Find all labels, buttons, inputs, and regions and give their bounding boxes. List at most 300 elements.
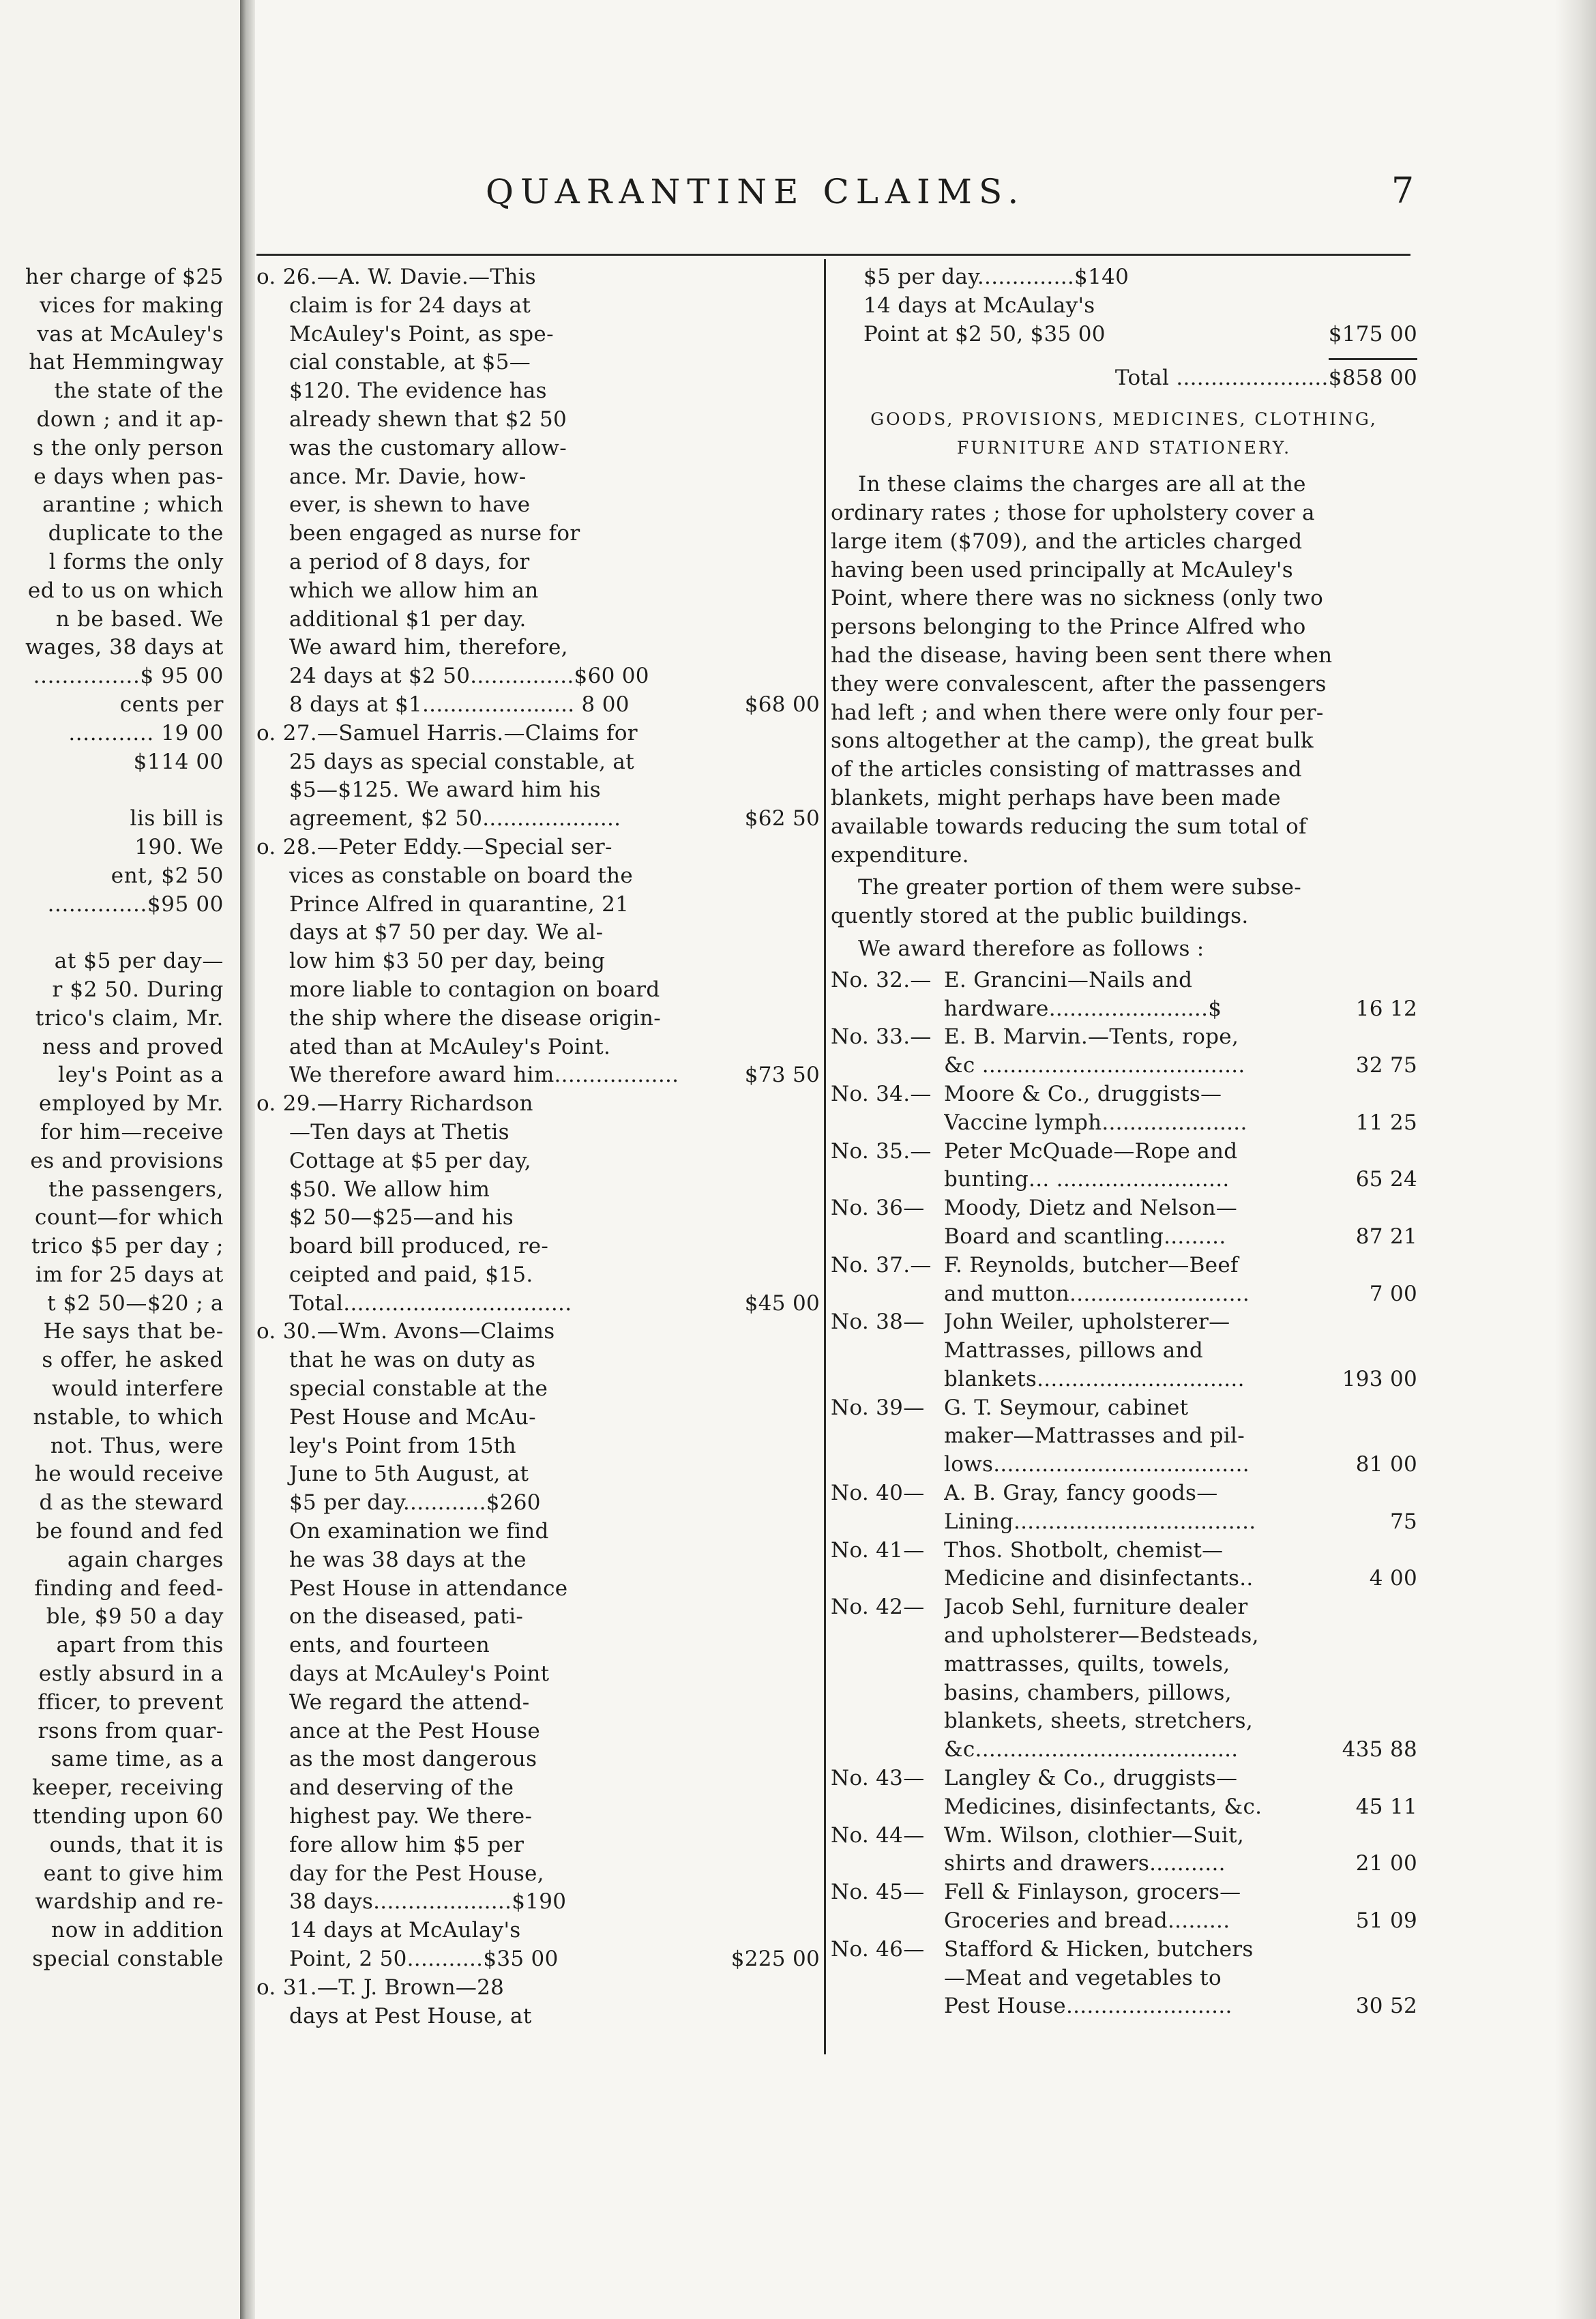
item-spacer — [831, 1337, 944, 1365]
text-line: ttending upon 60 — [33, 1804, 224, 1829]
text-line: same time, as a — [50, 1747, 224, 1772]
item-description: E. B. Marvin.—Tents, rope, — [944, 1024, 1239, 1050]
claim-text: Cottage at $5 per day, — [289, 1148, 531, 1173]
claim-line — [256, 2003, 820, 2031]
claim-text: been engaged as nurse for — [289, 521, 580, 546]
claim-text: June to 5th August, at — [289, 1462, 529, 1487]
item-number: No. 36— — [831, 1196, 925, 1221]
claim-text: agreement, $2 50.................... — [289, 806, 621, 831]
claim-text: on the diseased, pati- — [289, 1604, 524, 1629]
item-amount-empty — [1308, 1308, 1417, 1337]
item-description: lows..................................... — [944, 1452, 1250, 1477]
claim-text: more liable to contagion on board — [289, 977, 660, 1002]
item-description: Vaccine lymph..................... — [944, 1110, 1247, 1135]
item-description: maker—Mattrasses and pil- — [944, 1423, 1245, 1449]
text-line: trico's claim, Mr. — [35, 1005, 224, 1031]
claim-text: the ship where the disease origin- — [289, 1005, 661, 1031]
item-description: basins, chambers, pillows, — [944, 1680, 1232, 1705]
claim-text: highest pay. We there- — [289, 1804, 533, 1829]
item-amount: 4 00 — [1369, 1566, 1417, 1591]
claim-text: —Ten days at Thetis — [289, 1119, 509, 1144]
claim-line — [256, 1033, 820, 1062]
item-description: blankets.............................. — [944, 1366, 1245, 1391]
claim-line — [256, 1460, 820, 1489]
text-line: ble, $9 50 a day — [46, 1604, 224, 1629]
text-line: finding and feed- — [34, 1576, 224, 1601]
claim-line — [256, 491, 820, 520]
award-item-line — [831, 1451, 1417, 1479]
claim-line — [256, 1717, 820, 1746]
claim-text: vices as constable on board the — [289, 863, 633, 888]
text-line: ness and proved — [42, 1034, 224, 1059]
grand-total: Total ......................$858 00 — [1114, 366, 1417, 391]
item-description: F. Reynolds, butcher—Beef — [944, 1252, 1239, 1277]
claim-text: o. 29.—Harry Richardson — [256, 1091, 533, 1117]
item-description: —Meat and vegetables to — [944, 1965, 1222, 1990]
claim-line — [256, 1803, 820, 1831]
item-number: No. 43— — [831, 1766, 925, 1791]
item-spacer — [831, 1651, 944, 1679]
text-line: apart from this — [56, 1633, 224, 1658]
award-item-line — [831, 1964, 1417, 1993]
right-column — [831, 263, 1417, 2021]
award-item-line — [831, 1764, 1417, 1793]
claim-line — [256, 1860, 820, 1889]
text-line: he would receive — [34, 1462, 224, 1487]
award-item-line — [831, 1109, 1417, 1138]
award-item-line — [831, 1194, 1417, 1223]
claim-text: which we allow him an — [289, 578, 539, 603]
item-description: mattrasses, quilts, towels, — [944, 1651, 1230, 1677]
claim-line — [256, 1404, 820, 1432]
claim-text: a period of 8 days, for — [289, 549, 530, 574]
text-line: would interfere — [51, 1376, 224, 1402]
section-subheading: FURNITURE AND STATIONERY. — [956, 438, 1292, 458]
text-line: the state of the — [54, 379, 224, 404]
claim-text: Pest House in attendance — [289, 1576, 568, 1601]
item-spacer — [831, 1622, 944, 1651]
text-line: wardship and re- — [35, 1889, 224, 1915]
claim-text: that he was on duty as — [289, 1348, 536, 1373]
text-line: ...............$ 95 00 — [33, 664, 224, 689]
item-number: No. 39— — [831, 1395, 925, 1420]
left-page-text — [0, 263, 224, 1974]
text-line: l forms the only — [48, 549, 224, 574]
paragraph-line: available towards reducing the sum total of — [831, 814, 1307, 839]
award-item-line — [831, 1593, 1417, 1622]
text-line: es and provisions — [30, 1148, 224, 1173]
claim-text: days at McAuley's Point — [289, 1661, 550, 1687]
text-line: fficer, to prevent — [38, 1689, 224, 1715]
claim-text: 25 days as special constable, at — [289, 749, 634, 774]
claim-line — [256, 947, 820, 976]
claim-text: 38 days....................$190 — [289, 1889, 567, 1915]
item-amount-empty — [1308, 1679, 1417, 1708]
claim-line — [256, 891, 820, 919]
item-number: No. 41— — [831, 1537, 925, 1563]
claim-amount: $45 00 — [744, 1290, 820, 1316]
claim-line — [256, 1204, 820, 1232]
item-amount: 21 00 — [1355, 1851, 1417, 1876]
item-spacer — [831, 1451, 944, 1479]
award-item-line — [831, 1365, 1417, 1394]
claim-line — [256, 321, 820, 349]
item-amount-empty — [1308, 1080, 1417, 1109]
claim-line — [256, 263, 820, 292]
text-line: vices for making — [40, 293, 224, 318]
award-item-line — [831, 995, 1417, 1024]
text-line: eant to give him — [43, 1861, 224, 1886]
award-item-line — [831, 1166, 1417, 1194]
claim-text: o. 28.—Peter Eddy.—Special ser- — [256, 834, 612, 859]
claim-text: ance. Mr. Davie, how- — [289, 464, 527, 489]
text-line: t $2 50—$20 ; a — [47, 1290, 224, 1316]
award-item-line — [831, 1793, 1417, 1822]
claim-text: o. 31.—T. J. Brown—28 — [256, 1975, 505, 2000]
award-item-line — [831, 1992, 1417, 2021]
claim-text: o. 27.—Samuel Harris.—Claims for — [256, 720, 638, 745]
item-amount-empty — [1308, 1936, 1417, 1964]
item-spacer — [831, 1992, 944, 2021]
claim-text: board bill produced, re- — [289, 1234, 549, 1259]
text-line: special constable — [32, 1947, 224, 1972]
text-line: wages, 38 days at — [25, 635, 224, 660]
text-line: d as the steward — [39, 1490, 224, 1516]
item-description: and mutton.......................... — [944, 1281, 1250, 1306]
claim-line — [256, 1631, 820, 1660]
item-number: No. 32.— — [831, 967, 932, 992]
item-description: G. T. Seymour, cabinet — [944, 1395, 1189, 1420]
paragraph-line: ordinary rates ; those for upholstery cover a — [831, 500, 1315, 525]
running-head: QUARANTINE CLAIMS. — [486, 172, 1026, 211]
claim-line — [256, 1518, 820, 1546]
claim-line — [256, 1546, 820, 1575]
claim-line — [831, 263, 1417, 292]
text-line — [0, 776, 224, 805]
claim-text: fore allow him $5 per — [289, 1832, 524, 1857]
item-spacer — [831, 1223, 944, 1252]
continued-claim — [831, 263, 1417, 349]
item-description: Moore & Co., druggists— — [944, 1081, 1222, 1106]
claim-line — [256, 634, 820, 662]
item-description: Thos. Shotbolt, chemist— — [944, 1537, 1224, 1563]
claim-line — [831, 321, 1417, 349]
item-amount-empty — [1308, 1651, 1417, 1679]
item-amount-empty — [1308, 1822, 1417, 1850]
claim-line — [256, 548, 820, 577]
claim-text: low him $3 50 per day, being — [289, 949, 606, 974]
text-line: 190. We — [134, 834, 224, 859]
item-number: No. 44— — [831, 1822, 925, 1848]
award-item-line — [831, 1138, 1417, 1166]
claim-text: ance at the Pest House — [289, 1718, 540, 1743]
item-description: blankets, sheets, stretchers, — [944, 1709, 1253, 1734]
middle-column — [256, 263, 820, 2030]
award-item-line — [831, 1822, 1417, 1850]
text-line: lis bill is — [130, 806, 224, 831]
claim-line — [256, 748, 820, 777]
item-number: No. 35.— — [831, 1138, 932, 1164]
claim-line — [256, 776, 820, 805]
claim-line — [256, 1119, 820, 1147]
claim-line — [831, 292, 1417, 321]
item-amount-empty — [1308, 1537, 1417, 1565]
item-amount-empty — [1308, 1707, 1417, 1736]
claim-text: already shewn that $2 50 — [289, 407, 567, 432]
column-rule — [824, 259, 826, 2054]
text-line: again charges — [67, 1547, 224, 1572]
item-description: Medicine and disinfectants.. — [944, 1566, 1254, 1591]
claim-text: $2 50—$25—and his — [289, 1205, 514, 1230]
paragraph-line: quently stored at the public buildings. — [831, 904, 1249, 929]
item-spacer — [831, 1052, 944, 1080]
text-line: vas at McAuley's — [37, 321, 224, 346]
claim-text: $5 per day............$260 — [289, 1490, 541, 1516]
claim-text: ever, is shewn to have — [289, 492, 531, 518]
claim-text: as the most dangerous — [289, 1747, 537, 1772]
award-item-line — [831, 1422, 1417, 1451]
claim-text: Pest House and McAu- — [289, 1404, 536, 1430]
text-line: at $5 per day— — [54, 949, 224, 974]
item-amount-empty — [1308, 1252, 1417, 1280]
paragraph-line: The greater portion of them were subse- — [858, 875, 1302, 900]
claim-text: additional $1 per day. — [289, 606, 527, 632]
claim-line — [256, 1432, 820, 1461]
paragraph-line: In these claims the charges are all at the — [858, 472, 1306, 497]
item-amount-empty — [1308, 1622, 1417, 1651]
claim-line — [256, 606, 820, 634]
page-edge — [1555, 0, 1596, 2319]
award-item-line — [831, 1080, 1417, 1109]
item-description: Stafford & Hicken, butchers — [944, 1936, 1254, 1962]
item-number: No. 33.— — [831, 1024, 932, 1050]
claim-amount: $68 00 — [744, 692, 820, 717]
item-description: Lining................................... — [944, 1509, 1256, 1534]
item-description: Langley & Co., druggists— — [944, 1766, 1238, 1791]
claim-text: 14 days at McAulay's — [289, 1918, 521, 1943]
claim-text: $120. The evidence has — [289, 379, 547, 404]
claim-line — [256, 1290, 820, 1318]
claim-line — [256, 1346, 820, 1375]
item-amount-empty — [1308, 1138, 1417, 1166]
item-spacer — [831, 1907, 944, 1936]
item-spacer — [831, 995, 944, 1024]
paragraph-line: large item ($709), and the articles charged — [831, 529, 1303, 554]
item-spacer — [831, 1166, 944, 1194]
text-line: ent, $2 50 — [110, 863, 224, 888]
item-amount: 435 88 — [1342, 1737, 1417, 1762]
claim-text: o. 30.—Wm. Avons—Claims — [256, 1319, 555, 1344]
claim-text: 24 days at $2 50...............$60 00 — [289, 664, 649, 689]
item-amount-empty — [1308, 1394, 1417, 1423]
text-line: ley's Point as a — [58, 1063, 224, 1088]
item-amount: 193 00 — [1342, 1366, 1417, 1391]
text-line: ed to us on which — [27, 578, 224, 603]
text-line: count—for which — [35, 1205, 224, 1230]
text-line: n be based. We — [55, 606, 224, 632]
claim-line — [256, 1774, 820, 1803]
item-amount-empty — [1308, 966, 1417, 995]
claim-line — [256, 805, 820, 833]
item-amount: 16 12 — [1355, 996, 1417, 1021]
claim-text: ated than at McAuley's Point. — [289, 1034, 611, 1059]
claim-text: $5—$125. We award him his — [289, 778, 602, 803]
award-item-line — [831, 1736, 1417, 1764]
claim-line — [256, 1005, 820, 1033]
text-line: s the only person — [32, 435, 224, 460]
claim-line — [256, 1147, 820, 1176]
claim-text: and deserving of the — [289, 1775, 514, 1801]
item-description: Board and scantling......... — [944, 1224, 1226, 1249]
award-item-line — [831, 966, 1417, 995]
text-line: for him—receive — [40, 1119, 224, 1144]
item-number: No. 40— — [831, 1481, 925, 1506]
claim-line — [256, 1232, 820, 1261]
claim-text: ceipted and paid, $15. — [289, 1262, 533, 1287]
claim-line — [256, 1888, 820, 1917]
claim-text: $5 per day..............$140 — [863, 265, 1129, 289]
item-description: Pest House........................ — [944, 1994, 1232, 2019]
award-item-line — [831, 1308, 1417, 1337]
claim-line — [256, 1318, 820, 1346]
text-line: hat Hemmingway — [29, 350, 224, 375]
claim-line — [256, 1375, 820, 1404]
item-amount-empty — [1308, 1023, 1417, 1052]
claim-text: Prince Alfred in quarantine, 21 — [289, 891, 630, 917]
item-description: bunting... ......................... — [944, 1167, 1230, 1192]
item-number: No. 38— — [831, 1310, 925, 1335]
item-description: Groceries and bread......... — [944, 1908, 1230, 1934]
claim-line — [256, 349, 820, 377]
claim-line — [256, 1689, 820, 1717]
paragraph-line: blankets, might perhaps have been made — [831, 785, 1281, 810]
text-line: be found and fed — [35, 1519, 224, 1544]
paragraph-line: had the disease, having been sent there when — [831, 642, 1333, 668]
claim-line — [256, 1489, 820, 1518]
item-description: Mattrasses, pillows and — [944, 1338, 1203, 1363]
paragraph — [831, 874, 1417, 931]
text-line — [0, 919, 224, 947]
page-number: 7 — [1391, 171, 1415, 211]
claim-text: 8 days at $1...................... 8 00 — [289, 692, 630, 717]
item-description: Jacob Sehl, furniture dealer — [944, 1595, 1248, 1620]
text-line: now in addition — [51, 1918, 224, 1943]
claim-text: On examination we find — [289, 1519, 549, 1544]
item-amount-empty — [1308, 1764, 1417, 1793]
award-item-line — [831, 1878, 1417, 1907]
claim-text: special constable at the — [289, 1376, 548, 1402]
award-item-line — [831, 1394, 1417, 1423]
item-amount: 7 00 — [1369, 1281, 1417, 1306]
claim-text: We award him, therefore, — [289, 635, 568, 660]
claim-line — [256, 691, 820, 720]
header-rule — [256, 254, 1410, 256]
claim-line — [256, 919, 820, 947]
award-item-line — [831, 1707, 1417, 1736]
item-amount-empty — [1308, 1337, 1417, 1365]
paragraph-line: having been used principally at McAuley's — [831, 557, 1293, 582]
left-page-fragment — [0, 0, 240, 2319]
item-amount: 30 52 — [1355, 1994, 1417, 2019]
text-line: rsons from quar- — [38, 1718, 224, 1743]
claim-text: claim is for 24 days at — [289, 293, 531, 318]
paragraph-line: they were convalescent, after the passengers — [831, 671, 1327, 696]
award-item-line — [831, 1508, 1417, 1537]
claim-line — [256, 406, 820, 434]
item-amount-empty — [1308, 1422, 1417, 1451]
item-amount: 65 24 — [1355, 1167, 1417, 1192]
text-line: ............ 19 00 — [68, 720, 224, 745]
item-number: No. 42— — [831, 1595, 925, 1620]
total-rule — [1329, 358, 1417, 360]
item-amount: 51 09 — [1355, 1908, 1417, 1934]
claim-line — [256, 1176, 820, 1205]
claim-line — [256, 662, 820, 691]
claim-line — [256, 720, 820, 748]
claim-line — [256, 1061, 820, 1090]
item-amount-empty — [1308, 1878, 1417, 1907]
item-description: Moody, Dietz and Nelson— — [944, 1196, 1238, 1221]
section-heading: GOODS, PROVISIONS, MEDICINES, CLOTHING, — [870, 409, 1378, 430]
claim-text: $50. We allow him — [289, 1177, 490, 1202]
text-line: keeper, receiving — [31, 1775, 224, 1801]
paragraph — [831, 471, 1417, 870]
claim-line — [256, 1603, 820, 1631]
item-description: Medicines, disinfectants, &c. — [944, 1794, 1262, 1819]
item-spacer — [831, 1508, 944, 1537]
claim-amount: $225 00 — [730, 1947, 820, 1972]
award-item-line — [831, 1679, 1417, 1708]
claim-text: Total................................. — [289, 1290, 572, 1316]
claim-text: We regard the attend- — [289, 1689, 530, 1715]
text-line: duplicate to the — [48, 521, 224, 546]
item-spacer — [831, 1365, 944, 1394]
item-amount: 32 75 — [1355, 1053, 1417, 1078]
award-item-line — [831, 1537, 1417, 1565]
claim-text: 14 days at McAulay's — [863, 293, 1095, 318]
claim-line — [256, 377, 820, 406]
paragraph-line: sons altogether at the camp), the great bulk — [831, 728, 1314, 754]
paragraph-line: persons belonging to the Prince Alfred who — [831, 615, 1306, 640]
claim-line — [256, 463, 820, 492]
claim-text: days at $7 50 per day. We al- — [289, 920, 604, 945]
item-amount: 81 00 — [1355, 1452, 1417, 1477]
item-description: Fell & Finlayson, grocers— — [944, 1880, 1241, 1905]
item-spacer — [831, 1850, 944, 1878]
text-line: cents per — [119, 692, 224, 717]
item-description: Peter McQuade—Rope and — [944, 1138, 1238, 1164]
award-item-line — [831, 1850, 1417, 1878]
claim-line — [256, 976, 820, 1005]
item-amount-empty — [1308, 1964, 1417, 1993]
item-description: shirts and drawers........... — [944, 1851, 1226, 1876]
claim-line — [256, 1261, 820, 1290]
text-line: down ; and it ap- — [36, 407, 224, 432]
claim-line — [256, 1745, 820, 1774]
text-line: ..............$95 00 — [47, 891, 224, 917]
claim-text: ley's Point from 15th — [289, 1433, 516, 1458]
text-line: im for 25 days at — [35, 1262, 224, 1287]
claim-line — [256, 1575, 820, 1604]
award-item-line — [831, 1479, 1417, 1508]
item-description: &c...................................... — [944, 1737, 1239, 1762]
item-spacer — [831, 1964, 944, 1993]
claim-text: was the customary allow- — [289, 435, 567, 460]
award-item-line — [831, 1651, 1417, 1679]
text-line: arantine ; which — [42, 492, 224, 518]
item-number: No. 46— — [831, 1936, 925, 1962]
claim-line — [256, 1090, 820, 1119]
